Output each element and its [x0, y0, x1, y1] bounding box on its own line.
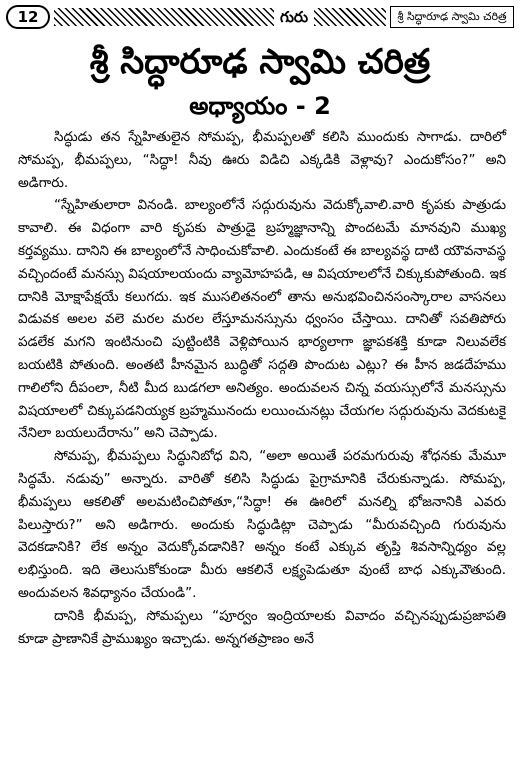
running-title: శ్రీ సిద్ధారూఢ స్వామి చరిత్ర: [390, 6, 514, 28]
chapter-heading: అధ్యాయం - 2: [189, 92, 331, 120]
header-hatch-left: [54, 8, 274, 26]
paragraph: సోమప్ప, భీమప్పలు సిద్ధునిబోధ విని, “అలా అయితే పరమగురువు శోధనకు మేమూ సిద్ధమే. నడువు” అన్నారు. వారితో కలిసి సిద్ధుడు పైగ్రామానికి చేరుకున్నాడు. సోమప్ప, భీమప్పలు ఆకలితో అలమటించిపోతూ,“సిద్ధా! ఈ ఊరిలో మనల్ని భోజనానికి ఎవరు పిలుస్తారు?” అని అడిగారు. అందుకు సిద్ధుడిట్లా చెప్పాడు “మీరువచ్చింది గురువును వెదకడానికి? లేక అన్నం వెదుక్కోవడానికి? అన్నం కంటే ఎక్కువ తృప్తి శివసాన్నిధ్యం వల్ల లభిస్తుంది. ఇది తెలుసుకోకుండా మీరు ఆకలినే లక్ష్యపెడుతూ వుంటే బాధ ఎక్కువౌతుంది. అందువలన శివధ్యానం చేయండి”.: [18, 448, 506, 601]
paragraph: దానికి భీమప్ప, సోమప్పలు “పూర్వం ఇంద్రియాలకు వివాదం వచ్చినప్పుడుప్రజాపతి కూడా ప్రాణానికే ప్రాముఖ్యం ఇచ్చాడు. అన్నగతప్రాణం అనే: [18, 607, 506, 647]
book-title: శ్రీ సిద్ధారూఢ స్వామి చరిత్ర: [89, 42, 431, 82]
guru-logo: గురు: [279, 8, 309, 26]
paragraph: “స్నేహితులారా వినండి. బాల్యంలోనే సద్గురువును వెదుక్కోవాలి.వారి కృపకు పాత్రుడు కావాలి. ఈ విధంగా వారి కృపకు పాత్రుడై బ్రహ్మజ్ఞానాన్ని పొందటమే మానవుని ముఖ్య కర్తవ్యము. దానిని ఈ బాల్యంలోనే సాధించుకోవాలి. ఎందుకంటే ఈ బాల్యవస్థ దాటి యౌవనావస్థ వచ్చిందంటే మనస్సు విషయాలయందు వ్యామోహపడి, ఆ విషయాలలోనే చిక్కుకుపోతుంది. ఇక దానికి మోక్షాపేక్షయే కలుగదు. ఇక ముసలితనంలో తాను అనుభవించినసంస్కారాల వాసనలు విడువక అలల వలె మరల మరల లేస్తూమనస్సును ధ్వంసం చేస్తాయి. దానితో సవతిపోరు పడలేక మగని ఇంటినుంచి పుట్టింటికి వెళ్లిపోయిన భార్యలాగా జ్ఞాపకశక్తి కూడా నిలువలేక బయటికి పోతుంది. అంతటి హీనమైన బుద్ధితో సద్గతి పొందుట ఎట్లు? ఈ హీన జడదేహము గాలిలోని దీపంలా, నీటి మీద బుడగలా అనిత్యం. అందువలన చిన్న వయస్సులోనే మనస్సును విషయాలలో చిక్కుపడనియ్యక బ్రహ్మమునందు లయించునట్లు చేయగల సద్గురువును వెదకుటకై నేనిలా బయలుదేరాను” అని చెప్పాడు.: [18, 197, 506, 442]
page-header: [4, 4, 516, 32]
body-text: [18, 126, 506, 650]
header-hatch-right: [314, 8, 386, 26]
paragraph: సిద్ధుడు తన స్నేహితులైన సోమప్ప, భీమప్పలతో కలిసి ముందుకు సాగాడు. దారిలో సోమప్ప, భీమప్పలు, “సిద్ధా! నీవు ఊరు విడిచి ఎక్కడికి వెళ్లావు? ఎందుకోసం?” అని అడిగారు.: [18, 129, 506, 191]
page-number: 12: [6, 5, 50, 29]
